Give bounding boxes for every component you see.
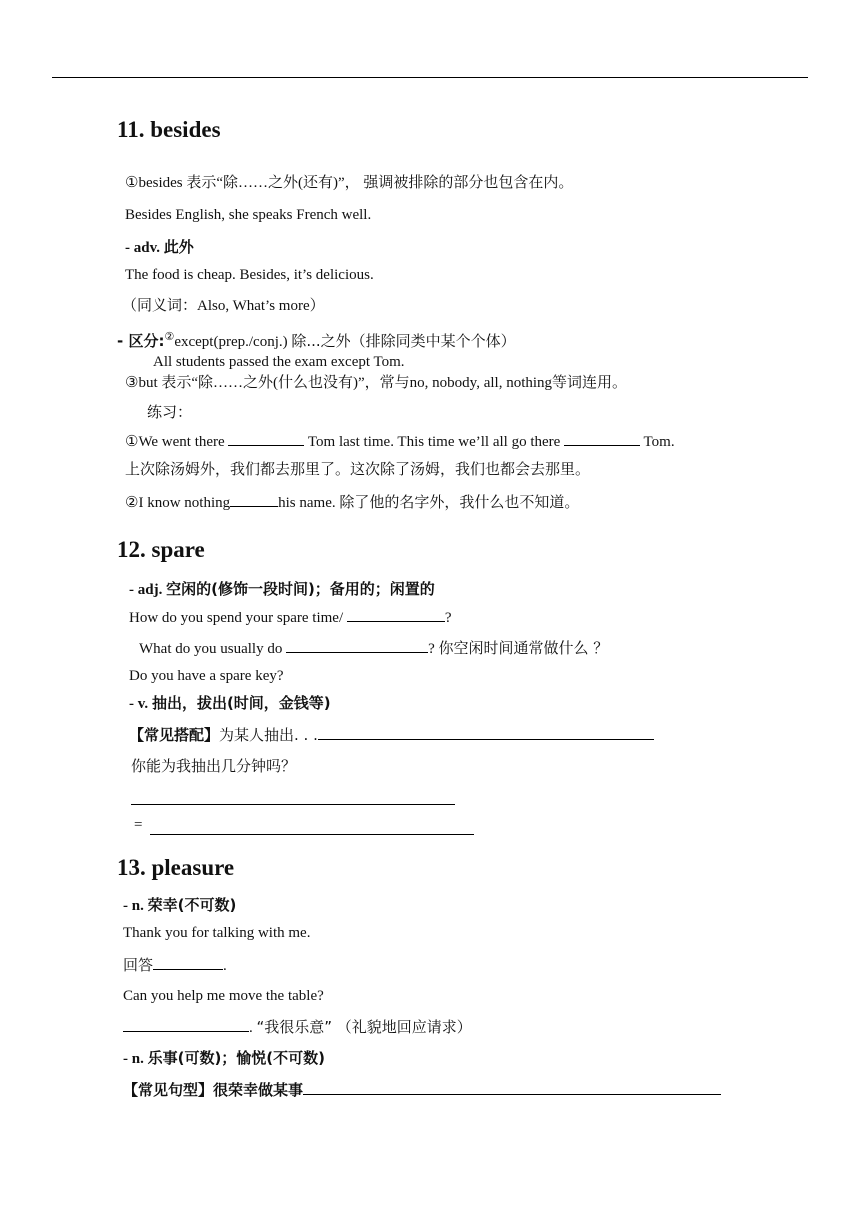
answer-blank[interactable] — [123, 1017, 249, 1032]
question-mark: ? — [428, 641, 439, 657]
question-2-text: What do you usually do — [139, 641, 287, 657]
besides-example: Besides English, she speaks French well. — [125, 207, 372, 223]
spare-ask-translation: 你能为我抽出几分钟吗？ — [131, 759, 297, 775]
dash: - — [129, 696, 138, 712]
exercise-1-part-c: Tom. — [640, 434, 675, 450]
pos-label: adv. — [133, 240, 164, 256]
adv-example: The food is cheap. Besides, it’s delicious. — [125, 267, 374, 283]
reply-label: 回答 — [123, 956, 154, 974]
answer-blank[interactable] — [347, 607, 445, 622]
collocation-line — [129, 725, 654, 746]
dash: - — [123, 898, 132, 914]
pos-label: n. — [131, 898, 148, 914]
pos-meaning: 空闲的(修饰一段时间)；备用的；闲置的 — [166, 580, 435, 598]
spare-question-1 — [129, 607, 452, 628]
answer-blank[interactable] — [286, 638, 428, 653]
answer-blank[interactable] — [153, 955, 223, 970]
pos-meaning: 乐事(可数)；愉悦(不可数) — [147, 1049, 326, 1067]
request-sentence: Can you help me move the table? — [123, 988, 324, 1004]
exercise-2 — [125, 492, 579, 513]
section-13-title: 13. pleasure — [117, 855, 235, 880]
spare-adj-line — [129, 579, 435, 600]
pos-meaning: 此外 — [163, 238, 194, 256]
except-example: All students passed the exam except Tom. — [153, 354, 405, 370]
but-meaning — [125, 373, 627, 393]
pos-label: adj. — [137, 582, 167, 598]
header-rule — [52, 77, 808, 78]
synonyms-note: （同义词：Also, What’s more） — [122, 298, 325, 314]
pos-meaning: 抽出，拔出(时间，金钱等) — [151, 694, 331, 712]
pleasure-noun-1-line — [123, 895, 236, 916]
collocation-text: 为某人抽出. . . — [219, 726, 318, 744]
answer-blank[interactable] — [303, 1080, 721, 1095]
exercise-1-part-a: ①We went there — [125, 434, 229, 450]
polite-reply-note: “我很乐意” （礼貌地回应请求） — [256, 1018, 472, 1036]
exercise-1-part-b: Tom last time. This time we’ll all go there — [304, 434, 565, 450]
pos-label: n. — [131, 1051, 148, 1067]
practice-label: 练习： — [147, 405, 193, 421]
but-words: no, nobody, all, nothing — [409, 375, 553, 391]
besides-adv-line — [125, 237, 194, 258]
spare-verb-line — [129, 693, 331, 714]
reply-line — [123, 955, 227, 976]
period: . — [223, 958, 227, 974]
answer-line[interactable] — [150, 834, 474, 835]
answer-blank[interactable] — [230, 492, 278, 507]
exercise-2-part-b: his name. 除了他的名字外，我什么也不知道。 — [278, 495, 580, 511]
except-word: except(prep./conj.) — [174, 334, 292, 350]
spare-question-2 — [139, 638, 608, 659]
exercise-1 — [125, 431, 675, 452]
pos-label: v. — [137, 696, 152, 712]
collocation-label: 【常见搭配】 — [129, 726, 220, 744]
pattern-label: 【常见句型】 — [123, 1081, 214, 1099]
section-12-title: 12. spare — [117, 537, 205, 562]
spare-key-question: Do you have a spare key? — [129, 668, 284, 684]
besides-meaning: ①besides 表示“除……之外(还有)”， 强调被排除的部分也包含在内。 — [125, 175, 574, 191]
period: . — [249, 1020, 257, 1036]
exercise-2-part-a: ②I know nothing — [125, 495, 231, 511]
pos-meaning: 荣幸(不可数) — [147, 896, 237, 914]
except-meaning: 除...之外（排除同类中某个个体） — [291, 332, 516, 350]
answer-blank[interactable] — [318, 725, 654, 740]
dash: - — [123, 1051, 132, 1067]
thanks-sentence: Thank you for talking with me. — [123, 925, 311, 941]
section-11-title: 11. besides — [117, 117, 221, 142]
distinguish-label: - 区分: — [117, 332, 165, 350]
answer-blank[interactable] — [228, 431, 304, 446]
question-1-text: How do you spend your spare time/ — [129, 610, 347, 626]
polite-reply-line — [123, 1017, 472, 1038]
exercise-1-translation: 上次除汤姆外，我们都去那里了。这次除了汤姆，我们也都会去那里。 — [125, 462, 591, 478]
dash: - — [129, 582, 138, 598]
but-meaning-a: ③but 表示“除……之外(什么也没有)”，常与 — [125, 375, 410, 391]
pleasure-noun-2-line — [123, 1048, 325, 1069]
question-2-translation: 你空闲时间通常做什么 ？ — [438, 639, 609, 657]
but-meaning-c: 等词连用。 — [552, 375, 628, 391]
question-mark: ? — [444, 610, 452, 626]
dash: - — [125, 240, 134, 256]
pattern-text: 很荣幸做某事 — [213, 1081, 304, 1099]
distinguish-line — [117, 327, 516, 352]
equals-sign: = — [134, 817, 143, 833]
answer-line[interactable] — [131, 804, 455, 805]
distinguish-number: ② — [164, 331, 175, 343]
answer-blank[interactable] — [564, 431, 640, 446]
pattern-line — [123, 1080, 721, 1101]
